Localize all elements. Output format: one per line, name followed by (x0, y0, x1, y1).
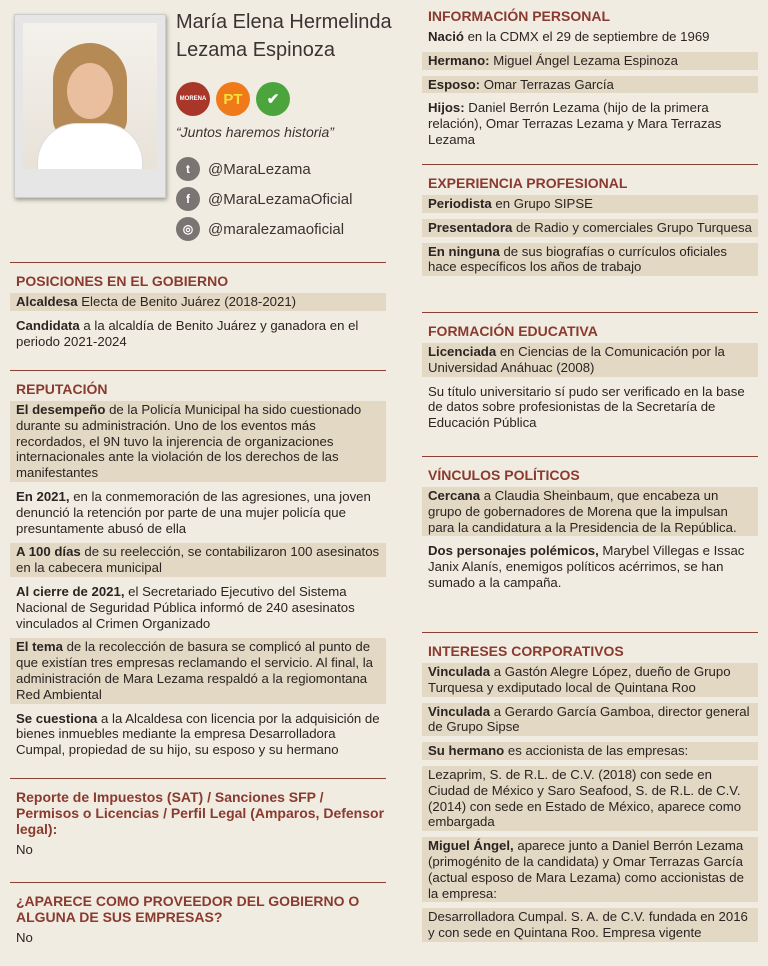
section-divider (422, 164, 758, 165)
section-divider (422, 456, 758, 457)
section-item: Esposo: Omar Terrazas García (422, 76, 758, 94)
section-2 (422, 312, 758, 438)
section-divider (10, 882, 386, 883)
portrait-image (23, 23, 157, 169)
section-title: INTERESES CORPORATIVOS (428, 643, 624, 659)
twitter-link[interactable]: t @MaraLezama (176, 156, 311, 182)
section-title: POSICIONES EN EL GOBIERNO (16, 273, 229, 289)
section-item: Licenciada en Ciencias de la Comunicación por la Universidad Anáhuac (2008) (422, 343, 758, 377)
section-item: A 100 días de su reelección, se contabilizaron 100 asesinatos en la cabecera municipal (10, 543, 386, 577)
twitter-icon: t (176, 157, 200, 181)
party-logos (176, 82, 290, 116)
slogan: “Juntos haremos historia” (176, 124, 334, 140)
section-item: El tema de la recolección de basura se complicó al punto de que existían tres empresas reclamando el servicio. Al final, la administración de Mara Lezama respaldó a la regiomontana Red Ambiental (10, 638, 386, 703)
section-item: Dos personajes polémicos, Marybel Villegas e Issac Janix Alanís, enemigos políticos acérrimos, se han sumado a la campaña. (428, 543, 745, 590)
section-2 (10, 778, 386, 865)
section-item: Hermano: Miguel Ángel Lezama Espinoza (422, 52, 758, 70)
section-divider (10, 778, 386, 779)
section-item: Hijos: Daniel Berrón Lezama (hijo de la primera relación), Omar Terrazas Lezama y Mara Terrazas Lezama (428, 100, 722, 147)
section-title: EXPERIENCIA PROFESIONAL (428, 175, 628, 191)
morena-logo: MORENA (176, 82, 210, 116)
section-item: Presentadora de Radio y comerciales Grupo Turquesa (422, 219, 758, 237)
section-item: Al cierre de 2021, el Secretariado Ejecutivo del Sistema Nacional de Seguridad Pública informó de 240 asesinatos vinculados al Crimen Organizado (16, 583, 355, 631)
section-item: Lezaprim, S. de R.L. de C.V. (2018) con sede en Ciudad de México y Saro Seafood, S. de R.L. de C.V. (2014) con sede en Estado de México, aparece como embargada (422, 766, 758, 831)
section-item: Se cuestiona a la Alcaldesa con licencia por la adquisición de bienes inmuebles mediante la empresa Desarrolladora Cumpal, propiedad de su hijo, su esposo y su hermano (16, 710, 380, 758)
section-title: INFORMACIÓN PERSONAL (428, 8, 610, 24)
section-item: Desarrolladora Cumpal. S. A. de C.V. fundada en 2016 y con sede en Quintana Roo. Empresa vigente (422, 908, 758, 942)
section-item: En 2021, en la conmemoración de las agresiones, una joven denunció la retención por parte de una mujer policía que presuntamente abusó de ella (16, 488, 371, 536)
section-item: Su título universitario sí pudo ser verificado en la base de datos sobre profesionistas de la Secretaría de Educación Pública (428, 383, 745, 431)
profile-name: María Elena Hermelinda Lezama Espinoza (176, 11, 392, 61)
profile-photo (14, 14, 166, 198)
section-item: El desempeño de la Policía Municipal ha sido cuestionado durante su administración. Uno de los eventos más recordados, el 9N tuvo la injerencia de organizaciones internacionales ante la violación de los derechos de las manifestantes (10, 401, 386, 482)
instagram-icon: ◎ (176, 217, 200, 241)
section-title: REPUTACIÓN (16, 381, 108, 397)
section-divider (422, 632, 758, 633)
instagram-link[interactable]: ◎ @maralezamaoficial (176, 216, 344, 242)
section-1 (422, 164, 758, 282)
pvem-logo: ✔ (256, 82, 290, 116)
section-0 (10, 262, 386, 356)
section-item: Su hermano es accionista de las empresas: (422, 742, 758, 760)
section-title: ¿APARECE COMO PROVEEDOR DEL GOBIERNO O ALGUNA DE SUS EMPRESAS? (16, 893, 360, 925)
facebook-icon: f (176, 187, 200, 211)
section-item: Alcaldesa Electa de Benito Juárez (2018-2021) (10, 293, 386, 311)
section-title: Reporte de Impuestos (SAT) / Sanciones SFP / Permisos o Licencias / Perfil Legal (Amparos, Defensor legal): (16, 789, 385, 837)
section-divider (10, 370, 386, 371)
section-0 (422, 8, 758, 155)
section-item: Miguel Ángel, aparece junto a Daniel Berrón Lezama (primogénito de la candidata) y Omar Terrazas García (actual esposo de Mara Lezama) como accionistas de la empresa: (422, 837, 758, 902)
section-title: FORMACIÓN EDUCATIVA (428, 323, 598, 339)
section-item: En ninguna de sus biografías o currículos oficiales hace específicos los años de trabajo (422, 243, 758, 277)
section-item: Periodista en Grupo SIPSE (422, 195, 758, 213)
section-title: VÍNCULOS POLÍTICOS (428, 467, 580, 483)
section-item: Cercana a Claudia Sheinbaum, que encabeza un grupo de gobernadores de Morena que la impulsan para la candidatura a la Presidencia de la República. (422, 487, 758, 536)
section-item: Vinculada a Gerardo García Gamboa, director general de Grupo Sipse (422, 703, 758, 737)
section-item: Vinculada a Gastón Alegre López, dueño de Grupo Turquesa y exdiputado local de Quintana Roo (422, 663, 758, 697)
section-divider (422, 312, 758, 313)
section-1 (10, 370, 386, 765)
section-3 (422, 456, 758, 598)
pt-logo: PT (216, 82, 250, 116)
section-item: No (16, 930, 33, 945)
section-3 (10, 882, 386, 953)
section-item: Candidata a la alcaldía de Benito Juárez y ganadora en el periodo 2021-2024 (16, 317, 359, 349)
section-item: No (16, 842, 33, 857)
facebook-link[interactable]: f @MaraLezamaOficial (176, 186, 352, 212)
section-4 (422, 632, 758, 948)
section-item: Nació en la CDMX el 29 de septiembre de 1969 (428, 29, 710, 44)
section-divider (10, 262, 386, 263)
